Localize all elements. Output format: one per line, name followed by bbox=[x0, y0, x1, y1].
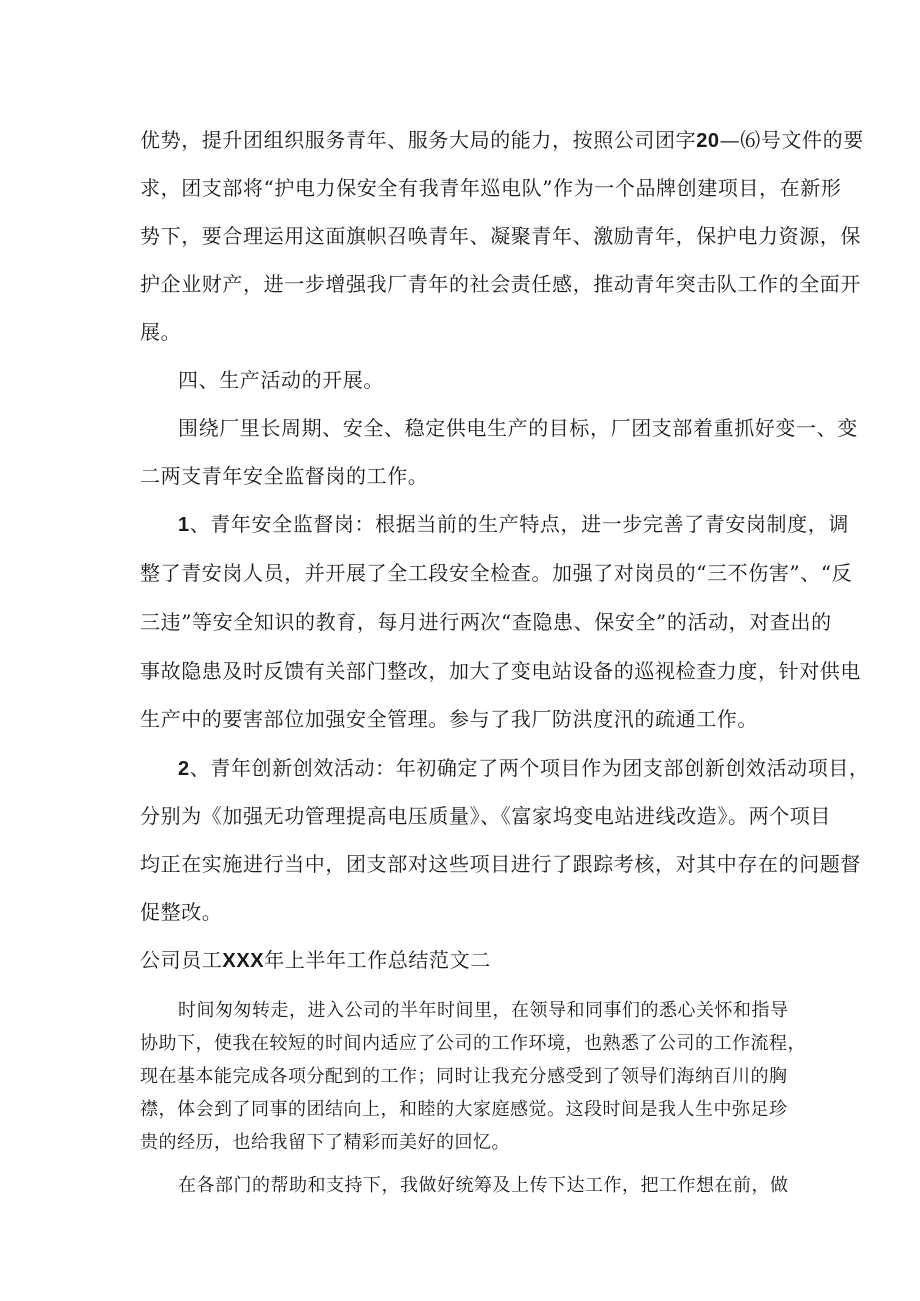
document-title bbox=[140, 948, 491, 973]
number-run: 20 bbox=[696, 130, 720, 152]
paragraph-line: 整了青安岗人员，并开展了全工段安全检查。加强了对岗员的“三不伤害”、“反 bbox=[140, 561, 853, 585]
paragraph-line: 在各部门的帮助和支持下，我做好统筹及上传下达工作，把工作想在前，做 bbox=[178, 1175, 789, 1196]
list-item-1 bbox=[178, 512, 849, 537]
title-placeholder: XXX bbox=[222, 950, 265, 972]
list-number: 2 bbox=[178, 758, 190, 780]
paragraph-line: 围绕厂里长周期、安全、稳定供电生产的目标，厂团支部着重抓好变一、变 bbox=[178, 416, 858, 440]
title-text: 年上半年工作总结范文二 bbox=[264, 948, 491, 972]
paragraph-line: 求，团支部将“护电力保安全有我青年巡电队”作为一个品牌创建项目，在新形 bbox=[140, 176, 842, 200]
text-run: 优势，提升团组织服务青年、服务大局的能力，按照公司团字 bbox=[140, 128, 697, 152]
title-text: 公司员工 bbox=[140, 948, 223, 972]
paragraph-line: 现在基本能完成各项分配到的工作；同时让我充分感受到了领导们海纳百川的胸 bbox=[140, 1066, 788, 1087]
paragraph-line: 三违”等安全知识的教育，每月进行两次“查隐患、保安全”的活动，对查出的 bbox=[140, 610, 832, 634]
paragraph-line bbox=[140, 128, 864, 153]
paragraph-line: 护企业财产，进一步增强我厂青年的社会责任感，推动青年突击队工作的全面开 bbox=[140, 272, 861, 296]
paragraph-line: 协助下，使我在较短的时间内适应了公司的工作环境，也熟悉了公司的工作流程， bbox=[140, 1033, 806, 1054]
paragraph-line: 分别为《加强无功管理提高电压质量》、《富家坞变电站进线改造》。两个项目 bbox=[140, 804, 831, 828]
paragraph-line: 时间匆匆转走，进入公司的半年时间里，在领导和同事们的悉心关怀和指导 bbox=[178, 1000, 789, 1021]
paragraph-line: 事故隐患及时反馈有关部门整改，加大了变电站设备的巡视检查力度，针对供电 bbox=[140, 659, 861, 683]
paragraph-line: 生产中的要害部位加强安全管理。参与了我厂防洪度汛的疏通工作。 bbox=[140, 707, 758, 731]
text-run: 、青年创新创效活动：年初确定了两个项目作为团支部创新创效活动项目， bbox=[189, 756, 870, 780]
paragraph-line: 贵的经历，也给我留下了精彩而美好的回忆。 bbox=[140, 1132, 510, 1153]
list-number: 1 bbox=[178, 514, 190, 536]
paragraph-line: 势下，要合理运用这面旗帜召唤青年、凝聚青年、激励青年，保护电力资源，保 bbox=[140, 224, 861, 248]
paragraph-line: 二两支青年安全监督岗的工作。 bbox=[140, 464, 429, 488]
paragraph-line: 襟，体会到了同事的团结向上，和睦的大家庭感觉。这段时间是我人生中弥足珍 bbox=[140, 1099, 788, 1120]
text-run: —⑹号文件的要 bbox=[719, 128, 864, 152]
text-run: 、青年安全监督岗：根据当前的生产特点，进一步完善了青安岗制度，调 bbox=[189, 512, 849, 536]
list-item-2 bbox=[178, 756, 870, 781]
paragraph-line: 均正在实施进行当中，团支部对这些项目进行了跟踪考核，对其中存在的问题督 bbox=[140, 852, 861, 876]
paragraph-line: 促整改。 bbox=[140, 900, 223, 924]
section-heading: 四、生产活动的开展。 bbox=[178, 368, 384, 392]
paragraph-line: 展。 bbox=[140, 320, 182, 344]
